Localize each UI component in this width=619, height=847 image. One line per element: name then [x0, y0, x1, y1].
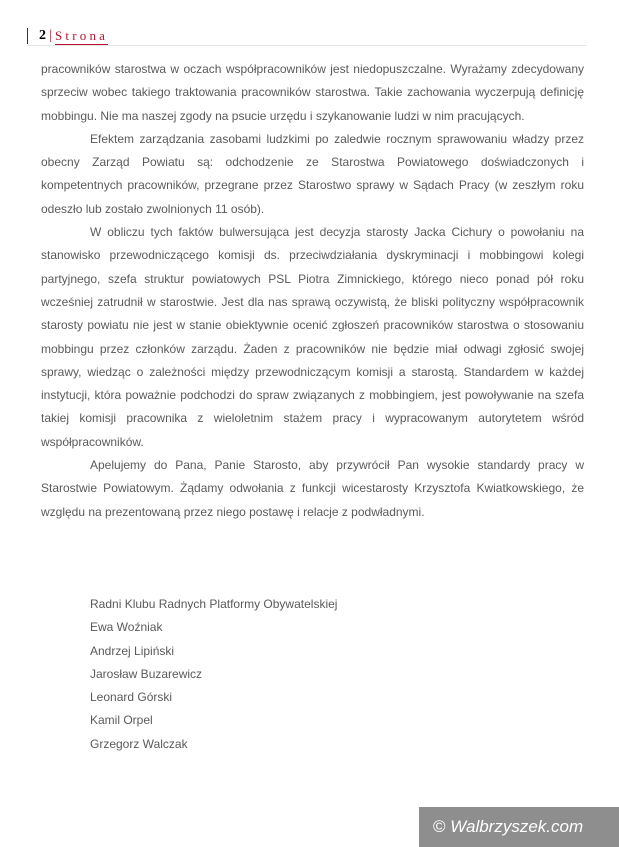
header-separator: |	[49, 28, 52, 43]
header-left-rule	[27, 28, 28, 44]
signature-block	[90, 593, 337, 756]
paragraph: Efektem zarządzania zasobami ludzkimi po zaledwie rocznym sprawowaniu władzy przez obecny Zarząd Powiatu są: odchodzenie ze Starostwa Powiatowego doświadczonych i kompetentnych pracowników, przegrane przez Starostwo sprawy w Sądach Pracy (w zeszłym roku odeszło lub zostało zwolnionych 11 osób).	[41, 131, 584, 216]
signature-name: Kamil Orpel	[90, 713, 153, 728]
letter-body	[41, 58, 584, 524]
paragraph: Apelujemy do Pana, Panie Starosto, aby przywrócił Pan wysokie standardy pracy w Starostwie Powiatowym. Żądamy odwołania z funkcji wicestarosty Krzysztofa Kwiatkowskiego, że względu na prezentowaną przez niego postawę i relacje z podwładnymi.	[41, 458, 584, 519]
watermark	[419, 807, 619, 847]
page-header	[27, 27, 587, 46]
page-label: Strona	[55, 28, 109, 43]
paragraph: W obliczu tych faktów bulwersująca jest decyzja starosty Jacka Cichury o powołaniu na stanowisko przewodniczącego komisji ds. przeciwdziałania dyskryminacji i mobbingowi kolegi partyjnego, szefa struktur powiatowych PSL Piotra Zimnickiego, którego nieco ponad pół roku wcześniej zatrudnił w starostwie. Jest dla nas sprawą oczywistą, że bliski polityczny współpracownik starosty powiatu nie jest w stanie obiektywnie ocenić zgłoszeń pracowników starostwa o stosowaniu mobbingu przez członków zarządu. Żaden z pracowników nie będzie miał odwagi zgłosić swojej sprawy, wiedząc o zależności między przewodniczącym komisji a starostą. Standardem w każdej instytucji, która poważnie podchodzi do spraw związanych z mobbingiem, jest powoływanie na szefa takiej komisji pracownika z wieloletnim stażem pracy i wypracowanym autorytetem wśród współpracowników.	[41, 225, 584, 449]
signature-club: Radni Klubu Radnych Platformy Obywatelskiej	[90, 597, 338, 611]
watermark-text: Walbrzyszek.com	[445, 817, 584, 836]
signature-name: Ewa Woźniak	[90, 620, 163, 635]
copyright-icon: ©	[433, 817, 446, 836]
signature-name: Grzegorz Walczak	[90, 736, 188, 751]
signature-name: Leonard Górski	[90, 690, 173, 705]
signature-name: Andrzej Lipiński	[90, 643, 175, 658]
page-number: 2	[39, 28, 46, 43]
signature-name: Jarosław Buzarewicz	[90, 666, 203, 681]
paragraph: pracowników starostwa w oczach współpracowników jest niedopuszczalne. Wyrażamy zdecydowany sprzeciw wobec takiego traktowania pracowników starostwa. Takie zachowania wyczerpują definicję mobbingu. Nie ma naszej zgody na psucie urzędu i szykanowanie ludzi w nim pracujących.	[41, 62, 584, 123]
